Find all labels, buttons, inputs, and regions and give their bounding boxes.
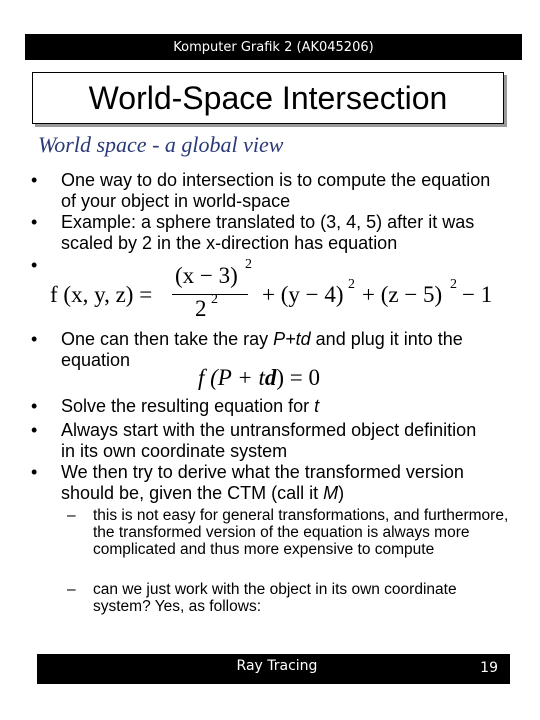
bullet-text: ) <box>338 483 345 503</box>
ray-equation-end: ) = 0 <box>276 365 320 390</box>
equation-term-z: + (z − 5) <box>362 282 443 307</box>
bullet-marker: • <box>31 329 38 349</box>
bullet-text: and plug it into the equation <box>61 329 463 370</box>
bullet-marker: • <box>31 255 38 275</box>
footer-label: Ray Tracing <box>236 658 318 674</box>
ray-direction: d <box>264 365 277 390</box>
ray-equation <box>198 365 320 391</box>
variable-t: t <box>314 396 320 416</box>
bullet-marker: • <box>31 420 38 440</box>
footer-bar <box>37 654 510 684</box>
equation-numerator: (x − 3) <box>175 263 238 288</box>
equation-term-y-exponent: 2 <box>348 277 355 292</box>
slide-subtitle: World space - a global view <box>38 132 284 157</box>
ray-expression: P+td <box>273 329 311 349</box>
fraction-bar <box>172 294 248 295</box>
equation-term-y: + (y − 4) <box>262 282 344 307</box>
bullet-text: We then try to derive what the transformed version should be, given the CTM (call it <box>61 462 464 503</box>
sub-bullet-marker: – <box>67 581 76 598</box>
page-number: 19 <box>480 660 498 676</box>
bullet-text: Example: a sphere translated to (3, 4, 5) after it was scaled by 2 in the x-direction has equation <box>61 212 475 253</box>
equation-denominator: 2 <box>195 296 207 321</box>
bullet-marker: • <box>31 212 38 232</box>
bullet-text: Always start with the untransformed object definition in its own coordinate system <box>61 420 477 461</box>
equation-term-constant: − 1 <box>462 282 493 307</box>
equation-term-z-exponent: 2 <box>450 277 457 292</box>
equation-lhs: f (x, y, z) = <box>50 282 153 307</box>
bullet-text: Solve the resulting equation for <box>61 396 315 416</box>
course-title: Komputer Grafik 2 (AK045206) <box>173 39 374 55</box>
bullet-text: One can then take the ray <box>61 329 274 349</box>
bullet-marker: • <box>31 396 38 416</box>
ray-equation-text: f (P + t <box>198 365 265 390</box>
bullet-marker: • <box>31 170 38 190</box>
sub-bullet-text: this is not easy for general transformations, and furthermore, the transformed version of the equation is always more complicated and thus more expensive to compute <box>93 507 509 558</box>
slide-title: World-Space Intersection <box>88 79 448 116</box>
sub-bullet-marker: – <box>67 507 76 524</box>
variable-m: M <box>323 483 339 503</box>
bullet-text: One way to do intersection is to compute the equation of your object in world-space <box>61 170 491 211</box>
bullet-marker: • <box>31 462 38 482</box>
sub-bullet-text: can we just work with the object in its own coordinate system? Yes, as follows: <box>93 581 457 615</box>
equation-denominator-exponent: 2 <box>211 292 218 307</box>
equation-numerator-exponent: 2 <box>245 257 252 272</box>
